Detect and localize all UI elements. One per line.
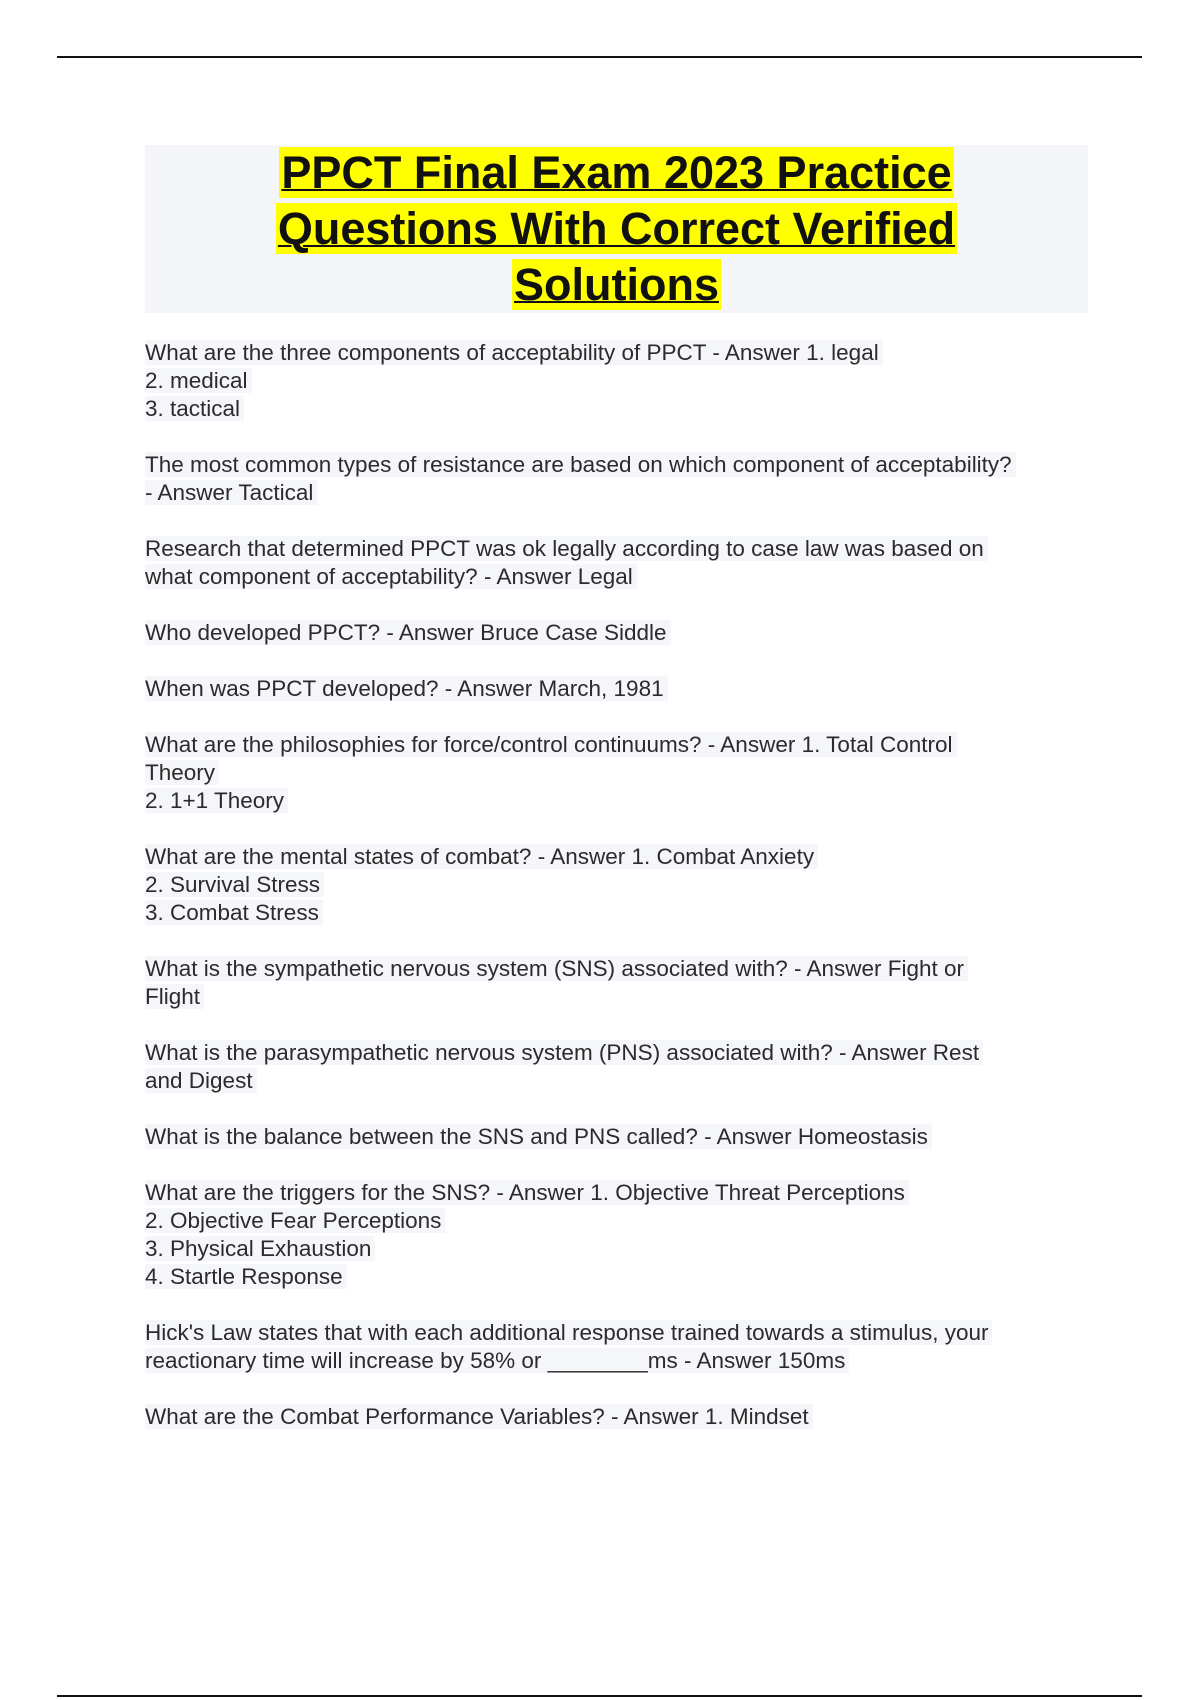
qa-line: Theory — [145, 760, 219, 785]
qa-item — [145, 675, 1095, 703]
qa-line: Hick's Law states that with each additional response trained towards a stimulus, your — [145, 1320, 992, 1345]
qa-item — [145, 619, 1095, 647]
qa-line: - Answer Tactical — [145, 480, 317, 505]
qa-line: What are the mental states of combat? - Answer 1. Combat Anxiety — [145, 844, 818, 869]
qa-line: What are the triggers for the SNS? - Answer 1. Objective Threat Perceptions — [145, 1180, 909, 1205]
qa-line: Flight — [145, 984, 204, 1009]
bottom-rule — [57, 1695, 1142, 1697]
qa-line: 2. 1+1 Theory — [145, 788, 288, 813]
qa-line: and Digest — [145, 1068, 257, 1093]
qa-line: 4. Startle Response — [145, 1264, 347, 1289]
qa-line: reactionary time will increase by 58% or ________ms - Answer 150ms — [145, 1348, 849, 1373]
qa-line: 2. Survival Stress — [145, 872, 324, 897]
qa-line: Research that determined PPCT was ok legally according to case law was based on — [145, 536, 988, 561]
qa-line: When was PPCT developed? - Answer March, 1981 — [145, 676, 668, 701]
qa-item — [145, 1319, 1095, 1375]
qa-item — [145, 535, 1095, 591]
qa-line: What is the parasympathetic nervous system (PNS) associated with? - Answer Rest — [145, 1040, 983, 1065]
qa-line: Who developed PPCT? - Answer Bruce Case Siddle — [145, 620, 671, 645]
qa-line: What is the sympathetic nervous system (SNS) associated with? - Answer Fight or — [145, 956, 968, 981]
qa-item — [145, 731, 1095, 815]
qa-line: 3. Physical Exhaustion — [145, 1236, 375, 1261]
qa-item — [145, 843, 1095, 927]
qa-item — [145, 1039, 1095, 1095]
title-line-2: Questions With Correct Verified — [277, 203, 956, 254]
qa-line: What are the three components of acceptability of PPCT - Answer 1. legal — [145, 340, 883, 365]
qa-line: what component of acceptability? - Answer Legal — [145, 564, 637, 589]
top-rule — [57, 56, 1142, 58]
qa-line: The most common types of resistance are based on which component of acceptability? — [145, 452, 1016, 477]
document-title — [145, 145, 1088, 313]
qa-line: What are the philosophies for force/control continuums? - Answer 1. Total Control — [145, 732, 957, 757]
qa-line: 2. medical — [145, 368, 252, 393]
qa-item — [145, 955, 1095, 1011]
qa-line: 2. Objective Fear Perceptions — [145, 1208, 445, 1233]
qa-line: 3. tactical — [145, 396, 244, 421]
qa-item — [145, 451, 1095, 507]
title-line-1: PPCT Final Exam 2023 Practice — [281, 147, 952, 198]
qa-line: What is the balance between the SNS and PNS called? - Answer Homeostasis — [145, 1124, 932, 1149]
qa-item — [145, 1123, 1095, 1151]
qa-line: 3. Combat Stress — [145, 900, 323, 925]
qa-line: What are the Combat Performance Variables? - Answer 1. Mindset — [145, 1404, 813, 1429]
qa-item — [145, 1179, 1095, 1291]
title-line-3: Solutions — [514, 259, 719, 310]
qa-item — [145, 339, 1095, 423]
qa-item — [145, 1403, 1095, 1431]
qa-list — [145, 339, 1095, 1459]
